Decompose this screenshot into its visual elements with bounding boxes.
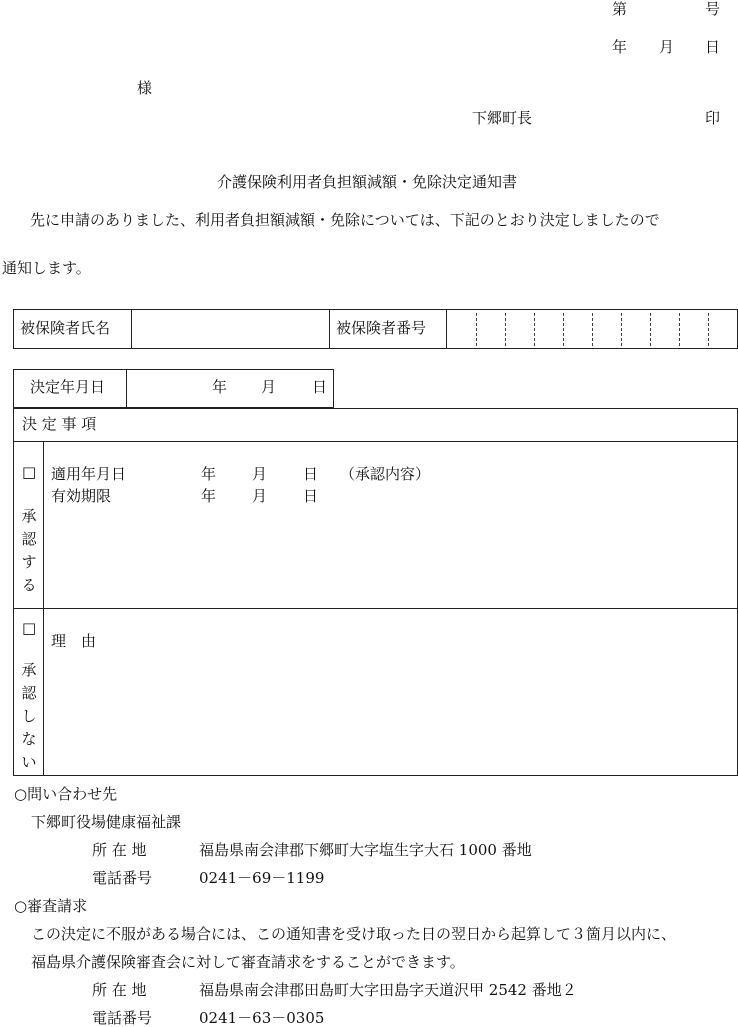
decision-date-month: 月	[261, 378, 277, 396]
intro-line-2: 通知します。	[2, 259, 91, 277]
apply-date-year: 年	[201, 465, 217, 483]
apply-date-label: 適用年月日	[51, 465, 127, 483]
validity-year: 年	[201, 487, 217, 505]
approve-checkbox[interactable]: □	[22, 463, 37, 481]
apply-date-month: 月	[252, 465, 268, 483]
number-suffix: 号	[705, 0, 721, 18]
insured-number-label: 被保険者番号	[336, 319, 427, 337]
seal-mark: 印	[705, 109, 721, 127]
approval-content-label: （承認内容）	[340, 465, 431, 483]
appeal-phone-label: 電話番号	[92, 1009, 153, 1027]
contact-phone-label: 電話番号	[92, 869, 153, 887]
reason-label: 理 由	[51, 632, 97, 650]
decision-date-label: 決定年月日	[30, 378, 106, 396]
appeal-address: 福島県南会津郡田島町大字田島字天道沢甲 2542 番地２	[199, 981, 577, 999]
header-date-month: 月	[659, 38, 675, 56]
deny-checkbox[interactable]: □	[22, 619, 37, 637]
insured-name-value[interactable]	[134, 321, 326, 341]
number-prefix: 第	[612, 0, 628, 18]
appeal-heading: ○審査請求	[14, 897, 88, 915]
header-date-day: 日	[705, 38, 721, 56]
contact-address-label: 所 在 地	[92, 841, 147, 859]
decision-matters-label: 決 定 事 項	[22, 415, 97, 433]
approve-vertical-label: 承 認 す る	[21, 507, 37, 594]
decision-date-year: 年	[212, 378, 228, 396]
validity-day: 日	[303, 487, 319, 505]
appeal-phone: 0241－63－0305	[199, 1009, 325, 1027]
validity-label: 有効期限	[51, 487, 112, 505]
insured-name-label: 被保険者氏名	[20, 319, 111, 337]
decision-date-day: 日	[312, 378, 328, 396]
contact-office: 下郷町役場健康福祉課	[31, 813, 182, 831]
appeal-line-1: この決定に不服がある場合には、この通知書を受け取った日の翌日から起算して３箇月以内に、	[31, 925, 677, 943]
apply-date-day: 日	[303, 465, 319, 483]
document-title: 介護保険利用者負担額減額・免除決定通知書	[217, 173, 518, 191]
decision-matters-table	[13, 408, 738, 776]
intro-line-1: 先に申請のありました、利用者負担額減額・免除については、下記のとおり決定しましたので	[30, 211, 660, 229]
addressee-suffix: 様	[137, 79, 153, 97]
appeal-line-2: 福島県介護保険審査会に対して審査請求をすることができます。	[31, 953, 465, 971]
validity-month: 月	[252, 487, 268, 505]
deny-vertical-label: 承 認 し な い	[21, 661, 37, 771]
contact-heading: ○問い合わせ先	[14, 785, 118, 803]
header-date-year: 年	[612, 38, 628, 56]
contact-phone: 0241－69－1199	[199, 869, 325, 887]
sender: 下郷町長	[472, 109, 533, 127]
contact-address: 福島県南会津郡下郷町大字塩生字大石 1000 番地	[199, 841, 532, 859]
appeal-address-label: 所 在 地	[92, 981, 147, 999]
